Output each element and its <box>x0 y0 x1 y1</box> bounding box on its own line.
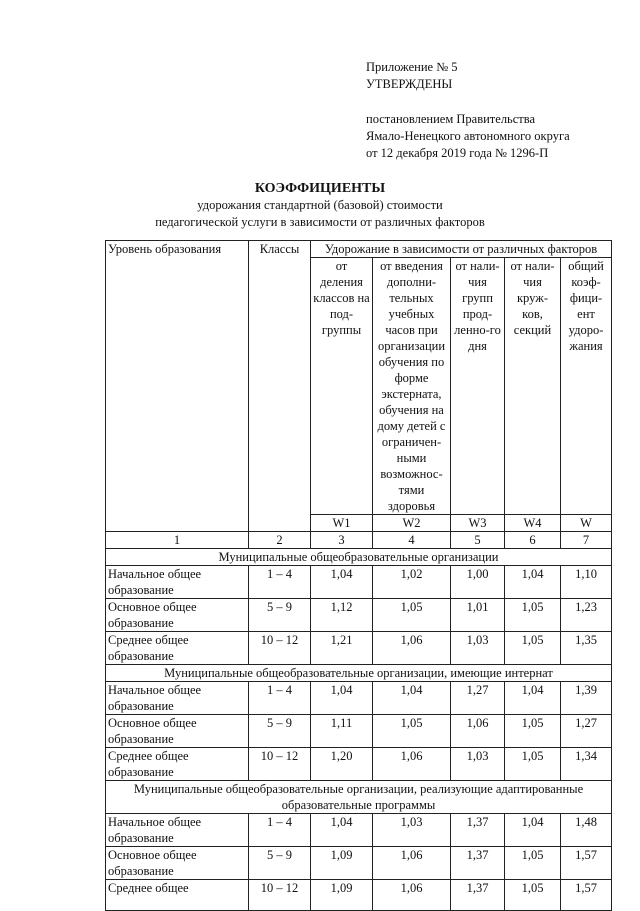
w1-cell: 1,20 <box>311 748 373 781</box>
approved-label: УТВЕРЖДЕНЫ <box>366 77 453 91</box>
header-w4: от нали-чия круж-ков, секций <box>505 258 561 515</box>
column-number: 7 <box>561 532 612 549</box>
w4-cell: 1,05 <box>505 599 561 632</box>
w3-cell: 1,27 <box>451 682 505 715</box>
w-total-cell: 1,57 <box>561 880 612 911</box>
w-total-cell: 1,10 <box>561 566 612 599</box>
w-total-cell: 1,57 <box>561 847 612 880</box>
coefficients-table <box>105 240 612 911</box>
document-title: КОЭФФИЦИЕНТЫ <box>254 181 386 196</box>
decree-line-3: от 12 декабря 2019 года № 1296-П <box>366 146 549 160</box>
w4-cell: 1,04 <box>505 566 561 599</box>
column-number: 2 <box>249 532 311 549</box>
education-level-cell: Основное общее образование <box>106 715 249 748</box>
w1-cell: 1,09 <box>311 880 373 911</box>
w-label: W2 <box>373 515 451 532</box>
w-label: W1 <box>311 515 373 532</box>
w2-cell: 1,02 <box>373 566 451 599</box>
w3-cell: 1,01 <box>451 599 505 632</box>
decree-line-2: Ямало-Ненецкого автономного округа <box>366 129 570 143</box>
w4-cell: 1,05 <box>505 632 561 665</box>
w3-cell: 1,03 <box>451 632 505 665</box>
w1-cell: 1,21 <box>311 632 373 665</box>
table-row <box>106 715 612 748</box>
w1-cell: 1,04 <box>311 566 373 599</box>
header-classes: Классы <box>249 241 311 532</box>
column-number: 4 <box>373 532 451 549</box>
section-title: Муниципальные общеобразовательные организации <box>106 549 612 566</box>
w4-cell: 1,04 <box>505 682 561 715</box>
document-subtitle <box>0 197 640 231</box>
header-factors: Удорожание в зависимости от различных факторов <box>311 241 612 258</box>
subtitle-line-2: педагогической услуги в зависимости от различных факторов <box>155 215 485 229</box>
subtitle-line-1: удорожания стандартной (базовой) стоимости <box>197 198 443 212</box>
header-w: общий коэф-фици-ент удоро-жания <box>561 258 612 515</box>
w-total-cell: 1,23 <box>561 599 612 632</box>
w3-cell: 1,03 <box>451 748 505 781</box>
table-row <box>106 847 612 880</box>
w4-cell: 1,04 <box>505 814 561 847</box>
approval-header <box>366 59 570 162</box>
w1-cell: 1,04 <box>311 682 373 715</box>
w2-cell: 1,06 <box>373 847 451 880</box>
annex-number: Приложение № 5 <box>366 60 458 74</box>
w1-cell: 1,11 <box>311 715 373 748</box>
column-number: 1 <box>106 532 249 549</box>
header-w1: от деления классов на под-группы <box>311 258 373 515</box>
w1-cell: 1,12 <box>311 599 373 632</box>
w3-cell: 1,06 <box>451 715 505 748</box>
w3-cell: 1,00 <box>451 566 505 599</box>
w1-cell: 1,09 <box>311 847 373 880</box>
w-total-cell: 1,35 <box>561 632 612 665</box>
column-number: 3 <box>311 532 373 549</box>
w4-cell: 1,05 <box>505 847 561 880</box>
table-row <box>106 814 612 847</box>
education-level-cell: Среднее общее образование <box>106 748 249 781</box>
section-row <box>106 549 612 566</box>
w2-cell: 1,03 <box>373 814 451 847</box>
w3-cell: 1,37 <box>451 880 505 911</box>
education-level-cell: Среднее общее <box>106 880 249 911</box>
w3-cell: 1,37 <box>451 847 505 880</box>
w2-cell: 1,04 <box>373 682 451 715</box>
section-row <box>106 781 612 814</box>
w4-cell: 1,05 <box>505 715 561 748</box>
w3-cell: 1,37 <box>451 814 505 847</box>
decree-line-1: постановлением Правительства <box>366 112 536 126</box>
education-level-cell: Начальное общее образование <box>106 566 249 599</box>
header-w2: от введения дополни-тельных учебных часов при организации обучения по форме экстерната, обучения на дому детей с ограничен-ными возможнос-тями здоровья <box>373 258 451 515</box>
classes-cell: 10 – 12 <box>249 748 311 781</box>
education-level-cell: Начальное общее образование <box>106 814 249 847</box>
w2-cell: 1,06 <box>373 748 451 781</box>
table-row <box>106 566 612 599</box>
classes-cell: 5 – 9 <box>249 599 311 632</box>
w4-cell: 1,05 <box>505 748 561 781</box>
classes-cell: 5 – 9 <box>249 847 311 880</box>
education-level-cell: Среднее общее образование <box>106 632 249 665</box>
w2-cell: 1,05 <box>373 715 451 748</box>
w1-cell: 1,04 <box>311 814 373 847</box>
table-row <box>106 599 612 632</box>
w2-cell: 1,05 <box>373 599 451 632</box>
table-row <box>106 748 612 781</box>
w-total-cell: 1,27 <box>561 715 612 748</box>
w-total-cell: 1,34 <box>561 748 612 781</box>
table-row <box>106 880 612 911</box>
w-label: W3 <box>451 515 505 532</box>
header-level: Уровень образования <box>106 241 249 532</box>
education-level-cell: Основное общее образование <box>106 599 249 632</box>
classes-cell: 1 – 4 <box>249 682 311 715</box>
column-number: 6 <box>505 532 561 549</box>
education-level-cell: Основное общее образование <box>106 847 249 880</box>
section-row <box>106 665 612 682</box>
w4-cell: 1,05 <box>505 880 561 911</box>
header-w3: от нали-чия групп прод-ленно-го дня <box>451 258 505 515</box>
column-number: 5 <box>451 532 505 549</box>
w2-cell: 1,06 <box>373 632 451 665</box>
section-title: Муниципальные общеобразовательные организации, реализующие адаптированные образовательные программы <box>106 781 612 814</box>
classes-cell: 10 – 12 <box>249 880 311 911</box>
classes-cell: 1 – 4 <box>249 566 311 599</box>
w-label: W <box>561 515 612 532</box>
classes-cell: 1 – 4 <box>249 814 311 847</box>
w-total-cell: 1,39 <box>561 682 612 715</box>
education-level-cell: Начальное общее образование <box>106 682 249 715</box>
w2-cell: 1,06 <box>373 880 451 911</box>
w-total-cell: 1,48 <box>561 814 612 847</box>
table-row <box>106 682 612 715</box>
w-label: W4 <box>505 515 561 532</box>
section-title: Муниципальные общеобразовательные организации, имеющие интернат <box>106 665 612 682</box>
table-row <box>106 632 612 665</box>
classes-cell: 10 – 12 <box>249 632 311 665</box>
classes-cell: 5 – 9 <box>249 715 311 748</box>
